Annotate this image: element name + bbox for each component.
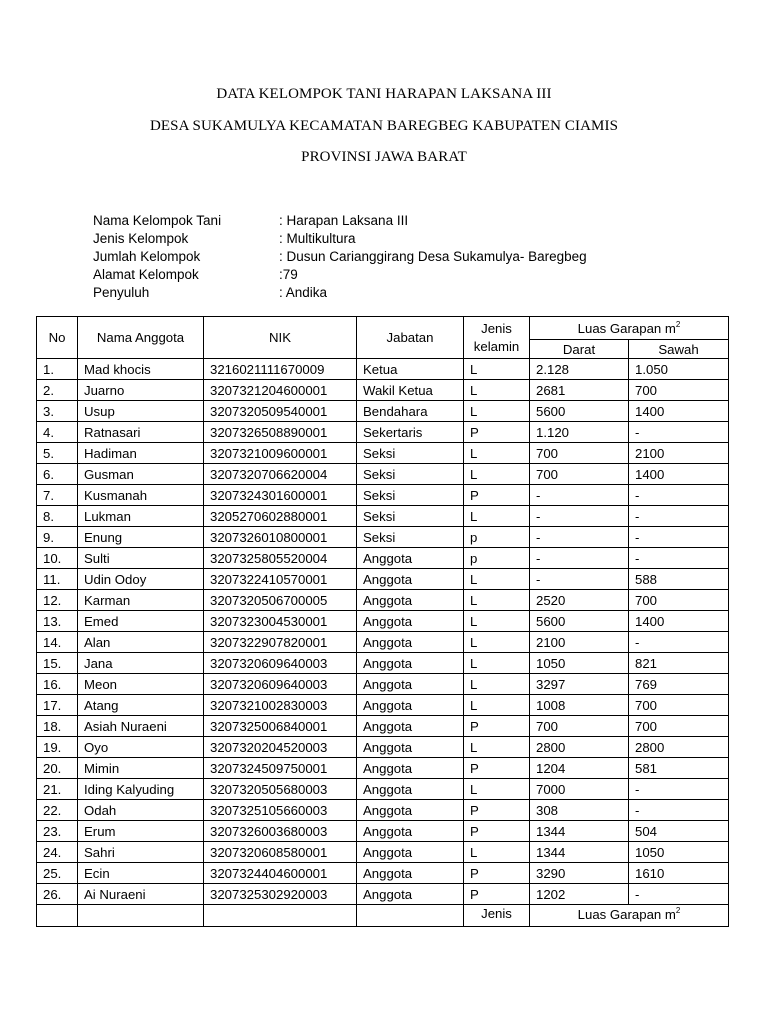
- cell-rice-field: 2100: [629, 443, 729, 464]
- cell-gender: L: [464, 695, 530, 716]
- cell-position: Anggota: [357, 590, 464, 611]
- cell-nik: 3207320204520003: [204, 737, 357, 758]
- table-row: [37, 464, 729, 485]
- cell-dry-land: 308: [530, 800, 629, 821]
- table-header-row: [37, 317, 729, 340]
- cell-name: Gusman: [78, 464, 204, 485]
- cell-nik: 3207320609640003: [204, 653, 357, 674]
- cell-dry-land: 2800: [530, 737, 629, 758]
- cell-position: Anggota: [357, 737, 464, 758]
- cell-no: 10.: [37, 548, 78, 569]
- footer-gender: Jenis: [464, 905, 530, 927]
- cell-rice-field: 700: [629, 380, 729, 401]
- cell-rice-field: -: [629, 506, 729, 527]
- cell-rice-field: -: [629, 422, 729, 443]
- cell-name: Erum: [78, 821, 204, 842]
- cell-nik: 3207320609640003: [204, 674, 357, 695]
- table-row: [37, 800, 729, 821]
- cell-position: Anggota: [357, 569, 464, 590]
- cell-position: Anggota: [357, 779, 464, 800]
- cell-position: Anggota: [357, 695, 464, 716]
- info-row-group-name: [93, 212, 587, 230]
- info-row-group-count: [93, 248, 587, 266]
- cell-dry-land: 1.120: [530, 422, 629, 443]
- cell-gender: P: [464, 758, 530, 779]
- cell-no: 12.: [37, 590, 78, 611]
- table-row: [37, 359, 729, 380]
- cell-position: Seksi: [357, 485, 464, 506]
- cell-no: 7.: [37, 485, 78, 506]
- cell-nik: 3207324404600001: [204, 863, 357, 884]
- cell-name: Emed: [78, 611, 204, 632]
- header-nik: NIK: [204, 317, 357, 359]
- cell-rice-field: 588: [629, 569, 729, 590]
- info-value: : Andika: [279, 285, 328, 300]
- cell-position: Anggota: [357, 758, 464, 779]
- cell-dry-land: -: [530, 527, 629, 548]
- cell-name: Jana: [78, 653, 204, 674]
- cell-dry-land: -: [530, 548, 629, 569]
- cell-name: Alan: [78, 632, 204, 653]
- info-value: : Harapan Laksana III: [279, 213, 409, 228]
- cell-rice-field: 1400: [629, 401, 729, 422]
- cell-dry-land: -: [530, 506, 629, 527]
- cell-no: 17.: [37, 695, 78, 716]
- cell-name: Karman: [78, 590, 204, 611]
- cell-rice-field: 700: [629, 695, 729, 716]
- cell-no: 3.: [37, 401, 78, 422]
- cell-dry-land: 2681: [530, 380, 629, 401]
- cell-dry-land: 1050: [530, 653, 629, 674]
- cell-nik: 3207320608580001: [204, 842, 357, 863]
- table-row: [37, 380, 729, 401]
- cell-name: Odah: [78, 800, 204, 821]
- cell-rice-field: 1.050: [629, 359, 729, 380]
- cell-nik: 3207321009600001: [204, 443, 357, 464]
- table-row: [37, 632, 729, 653]
- header-gender-line2: kelamin: [473, 338, 520, 354]
- cell-nik: 3207321204600001: [204, 380, 357, 401]
- cell-gender: p: [464, 527, 530, 548]
- cell-position: Seksi: [357, 464, 464, 485]
- cell-no: 19.: [37, 737, 78, 758]
- cell-no: 14.: [37, 632, 78, 653]
- cell-nik: 3207322410570001: [204, 569, 357, 590]
- table-footer-row: [37, 905, 729, 927]
- cell-nik: 3207325105660003: [204, 800, 357, 821]
- footer-land-area-label: Luas Garapan m: [577, 907, 676, 922]
- header-rice-field: Sawah: [629, 340, 729, 359]
- cell-name: Ratnasari: [78, 422, 204, 443]
- cell-dry-land: 2.128: [530, 359, 629, 380]
- header-gender: [464, 317, 530, 359]
- cell-no: 2.: [37, 380, 78, 401]
- cell-name: Mimin: [78, 758, 204, 779]
- cell-dry-land: 7000: [530, 779, 629, 800]
- cell-nik: 3207320706620004: [204, 464, 357, 485]
- cell-dry-land: 700: [530, 464, 629, 485]
- header-land-area-label: Luas Garapan m: [577, 321, 676, 336]
- cell-position: Sekertaris: [357, 422, 464, 443]
- cell-position: Anggota: [357, 653, 464, 674]
- table-row: [37, 842, 729, 863]
- table-row: [37, 548, 729, 569]
- cell-position: Bendahara: [357, 401, 464, 422]
- cell-position: Anggota: [357, 821, 464, 842]
- cell-gender: P: [464, 422, 530, 443]
- cell-position: Anggota: [357, 611, 464, 632]
- table-row: [37, 821, 729, 842]
- cell-nik: 3207324509750001: [204, 758, 357, 779]
- table-row: [37, 422, 729, 443]
- cell-position: Anggota: [357, 884, 464, 905]
- cell-name: Meon: [78, 674, 204, 695]
- cell-gender: L: [464, 443, 530, 464]
- cell-name: Kusmanah: [78, 485, 204, 506]
- cell-no: 20.: [37, 758, 78, 779]
- group-info: [93, 212, 587, 302]
- header-name: Nama Anggota: [78, 317, 204, 359]
- cell-dry-land: 5600: [530, 611, 629, 632]
- cell-no: 23.: [37, 821, 78, 842]
- cell-nik: 3207320506700005: [204, 590, 357, 611]
- header-gender-line1: Jenis: [481, 320, 512, 336]
- cell-no: 25.: [37, 863, 78, 884]
- cell-position: Seksi: [357, 527, 464, 548]
- cell-name: Asiah Nuraeni: [78, 716, 204, 737]
- cell-gender: L: [464, 674, 530, 695]
- info-label: Nama Kelompok Tani: [93, 213, 222, 228]
- members-table: [36, 316, 729, 927]
- cell-dry-land: 2520: [530, 590, 629, 611]
- cell-nik: 3207326010800001: [204, 527, 357, 548]
- cell-no: 22.: [37, 800, 78, 821]
- cell-nik: 3205270602880001: [204, 506, 357, 527]
- footer-cell: [357, 905, 464, 927]
- cell-position: Seksi: [357, 506, 464, 527]
- cell-name: Iding Kalyuding: [78, 779, 204, 800]
- info-value: : Dusun Carianggirang Desa Sukamulya- Baregbeg: [279, 249, 587, 264]
- cell-gender: P: [464, 884, 530, 905]
- cell-rice-field: -: [629, 485, 729, 506]
- footer-cell: [204, 905, 357, 927]
- cell-rice-field: 821: [629, 653, 729, 674]
- cell-nik: 3207325302920003: [204, 884, 357, 905]
- cell-position: Anggota: [357, 842, 464, 863]
- cell-dry-land: 1008: [530, 695, 629, 716]
- table-row: [37, 611, 729, 632]
- cell-gender: L: [464, 842, 530, 863]
- footer-cell: [37, 905, 78, 927]
- cell-name: Ai Nuraeni: [78, 884, 204, 905]
- cell-position: Anggota: [357, 716, 464, 737]
- cell-no: 24.: [37, 842, 78, 863]
- footer-cell: [78, 905, 204, 927]
- cell-gender: L: [464, 506, 530, 527]
- cell-rice-field: 1400: [629, 464, 729, 485]
- cell-gender: L: [464, 569, 530, 590]
- cell-dry-land: 2100: [530, 632, 629, 653]
- table-row: [37, 779, 729, 800]
- cell-name: Sahri: [78, 842, 204, 863]
- cell-nik: 3207326508890001: [204, 422, 357, 443]
- table-row: [37, 884, 729, 905]
- info-label: Penyuluh: [93, 285, 150, 300]
- cell-name: Hadiman: [78, 443, 204, 464]
- cell-position: Anggota: [357, 800, 464, 821]
- cell-rice-field: -: [629, 884, 729, 905]
- table-row: [37, 506, 729, 527]
- cell-position: Anggota: [357, 863, 464, 884]
- cell-gender: P: [464, 716, 530, 737]
- cell-nik: 3216021111670009: [204, 359, 357, 380]
- cell-gender: p: [464, 548, 530, 569]
- header-land-area-unit: 2: [675, 320, 681, 329]
- cell-no: 21.: [37, 779, 78, 800]
- cell-rice-field: 700: [629, 716, 729, 737]
- cell-gender: L: [464, 653, 530, 674]
- cell-name: Mad khocis: [78, 359, 204, 380]
- cell-dry-land: 1202: [530, 884, 629, 905]
- table-row: [37, 569, 729, 590]
- cell-no: 4.: [37, 422, 78, 443]
- cell-gender: L: [464, 737, 530, 758]
- cell-nik: 3207323004530001: [204, 611, 357, 632]
- header-dry-land: Darat: [530, 340, 629, 359]
- info-label: Jumlah Kelompok: [93, 249, 201, 264]
- table-row: [37, 737, 729, 758]
- cell-rice-field: 2800: [629, 737, 729, 758]
- cell-position: Anggota: [357, 632, 464, 653]
- document-subtitle-province: PROVINSI JAWA BARAT: [301, 149, 467, 165]
- footer-land-area: [530, 905, 729, 927]
- cell-dry-land: 1344: [530, 842, 629, 863]
- info-row-extension-officer: [93, 284, 587, 302]
- cell-position: Wakil Ketua: [357, 380, 464, 401]
- cell-name: Lukman: [78, 506, 204, 527]
- cell-no: 11.: [37, 569, 78, 590]
- table-row: [37, 485, 729, 506]
- cell-rice-field: 1610: [629, 863, 729, 884]
- cell-dry-land: -: [530, 485, 629, 506]
- cell-rice-field: 504: [629, 821, 729, 842]
- cell-dry-land: 5600: [530, 401, 629, 422]
- cell-dry-land: -: [530, 569, 629, 590]
- cell-name: Sulti: [78, 548, 204, 569]
- table-row: [37, 653, 729, 674]
- cell-gender: P: [464, 485, 530, 506]
- header-position: Jabatan: [357, 317, 464, 359]
- cell-gender: P: [464, 800, 530, 821]
- cell-gender: L: [464, 590, 530, 611]
- cell-position: Seksi: [357, 443, 464, 464]
- document-subtitle-location: DESA SUKAMULYA KECAMATAN BAREGBEG KABUPATEN CIAMIS: [149, 118, 619, 134]
- cell-dry-land: 700: [530, 443, 629, 464]
- table-row: [37, 527, 729, 548]
- table-row: [37, 695, 729, 716]
- cell-name: Udin Odoy: [78, 569, 204, 590]
- cell-rice-field: -: [629, 779, 729, 800]
- table-row: [37, 674, 729, 695]
- cell-no: 6.: [37, 464, 78, 485]
- cell-no: 15.: [37, 653, 78, 674]
- cell-dry-land: 1204: [530, 758, 629, 779]
- cell-name: Oyo: [78, 737, 204, 758]
- cell-no: 18.: [37, 716, 78, 737]
- cell-dry-land: 3290: [530, 863, 629, 884]
- cell-no: 8.: [37, 506, 78, 527]
- cell-rice-field: 581: [629, 758, 729, 779]
- cell-nik: 3207320509540001: [204, 401, 357, 422]
- table-body: [37, 359, 729, 905]
- cell-nik: 3207325006840001: [204, 716, 357, 737]
- cell-rice-field: 1050: [629, 842, 729, 863]
- cell-dry-land: 700: [530, 716, 629, 737]
- cell-rice-field: 1400: [629, 611, 729, 632]
- cell-no: 13.: [37, 611, 78, 632]
- cell-position: Ketua: [357, 359, 464, 380]
- table-row: [37, 590, 729, 611]
- info-row-group-type: [93, 230, 587, 248]
- table-row: [37, 758, 729, 779]
- cell-rice-field: 700: [629, 590, 729, 611]
- cell-gender: L: [464, 380, 530, 401]
- info-value: : Multikultura: [279, 231, 356, 246]
- cell-rice-field: -: [629, 800, 729, 821]
- cell-position: Anggota: [357, 548, 464, 569]
- table-row: [37, 401, 729, 422]
- cell-dry-land: 3297: [530, 674, 629, 695]
- cell-position: Anggota: [357, 674, 464, 695]
- cell-rice-field: -: [629, 548, 729, 569]
- cell-rice-field: -: [629, 527, 729, 548]
- cell-name: Ecin: [78, 863, 204, 884]
- cell-no: 9.: [37, 527, 78, 548]
- info-row-group-address: [93, 266, 587, 284]
- cell-rice-field: 769: [629, 674, 729, 695]
- cell-name: Enung: [78, 527, 204, 548]
- cell-gender: P: [464, 863, 530, 884]
- cell-gender: L: [464, 632, 530, 653]
- cell-rice-field: -: [629, 632, 729, 653]
- info-label: Jenis Kelompok: [93, 231, 189, 246]
- cell-nik: 3207324301600001: [204, 485, 357, 506]
- info-label: Alamat Kelompok: [93, 267, 199, 282]
- cell-no: 5.: [37, 443, 78, 464]
- cell-nik: 3207325805520004: [204, 548, 357, 569]
- document-title: DATA KELOMPOK TANI HARAPAN LAKSANA III: [216, 86, 552, 102]
- cell-no: 16.: [37, 674, 78, 695]
- cell-name: Juarno: [78, 380, 204, 401]
- cell-gender: L: [464, 464, 530, 485]
- cell-gender: P: [464, 821, 530, 842]
- cell-dry-land: 1344: [530, 821, 629, 842]
- cell-gender: L: [464, 401, 530, 422]
- table-row: [37, 716, 729, 737]
- info-value: :79: [279, 267, 298, 282]
- cell-no: 1.: [37, 359, 78, 380]
- cell-nik: 3207322907820001: [204, 632, 357, 653]
- cell-name: Atang: [78, 695, 204, 716]
- cell-name: Usup: [78, 401, 204, 422]
- table-row: [37, 443, 729, 464]
- header-land-area: [530, 317, 729, 340]
- footer-land-area-unit: 2: [675, 906, 681, 915]
- cell-gender: L: [464, 779, 530, 800]
- table-row: [37, 863, 729, 884]
- cell-gender: L: [464, 359, 530, 380]
- cell-nik: 3207321002830003: [204, 695, 357, 716]
- cell-nik: 3207326003680003: [204, 821, 357, 842]
- cell-no: 26.: [37, 884, 78, 905]
- header-no: No: [37, 317, 78, 359]
- cell-nik: 3207320505680003: [204, 779, 357, 800]
- cell-gender: L: [464, 611, 530, 632]
